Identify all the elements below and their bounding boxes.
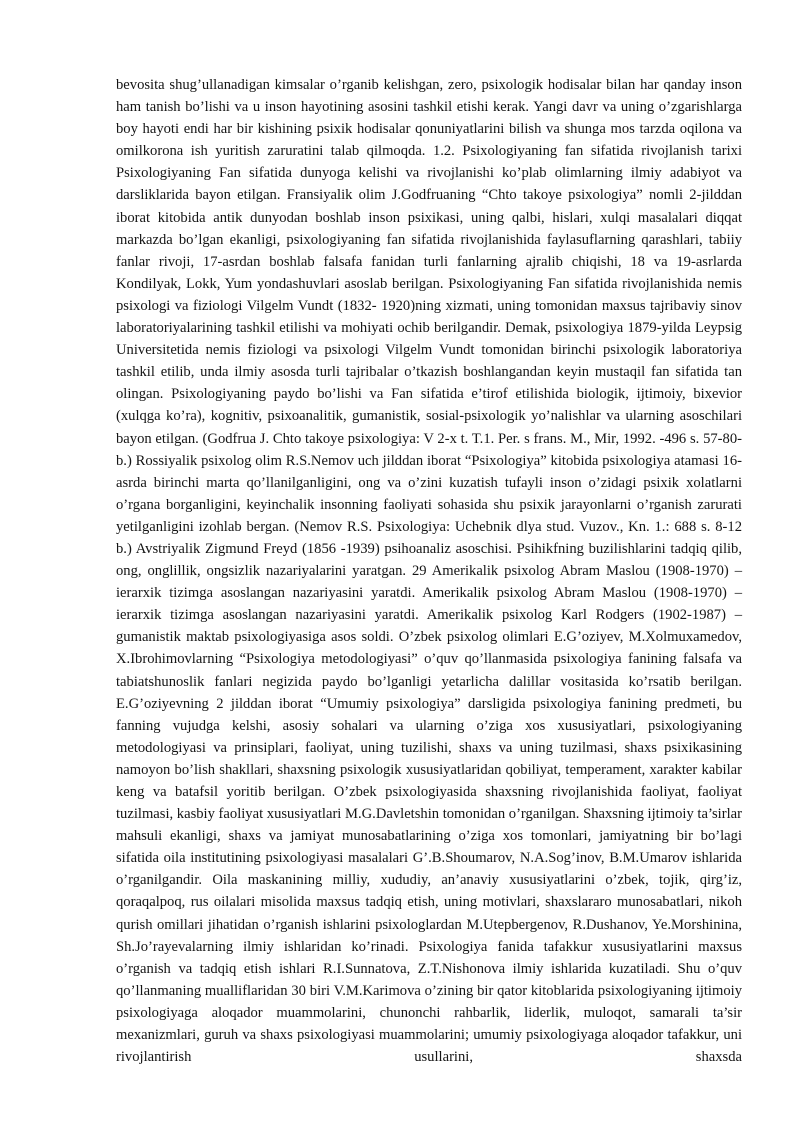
body-paragraph: bevosita shug’ullanadigan kimsalar o’rganib kelishgan, zero, psixologik hodisalar bilan har qanday inson ham tanish bo’lishi va u inson hayotining asosini tashkil etishi kerak. Yangi davr va uning o’zgarishlarga boy hayoti endi har bir kishining psixik hodisalar qonuniyatlarini bilish va shunga mos tarzda oqilona va omilkorona ish yuritish zaruratini talab qilmoqda. 1.2. Psixologiyaning fan sifatida rivojlanish tarixi Psixologiyaning Fan sifatida dunyoga kelishi va rivojlanishi ko’plab olimlarning ilmiy adabiyot va darsliklarida bayon etilgan. Fransiyalik olim J.Godfruaning “Chto takoye psixologiya” nomli 2-jilddan iborat kitobida antik dunyodan boshlab inson psixikasi, uning qalbi, hislari, xulqi masalalari diqqat markazda bo’lgan ekanligi, psixologiyaning fan sifatida rivojlanishida faylasuflarning qarashlari, tabiiy fanlar rivoji, 17-asrdan boshlab falsafa fanidan turli fanlarning ajralib chiqishi, 18 va 19-asrlarda Kondilyak, Lokk, Yum yondashuvlari asoslab berilgan. Psixologiyaning Fan sifatida rivojlanishida nemis psixologi va fiziologi Vilgelm Vundt (1832- 1920)ning xizmati, uning tomonidan maxsus tajribaviy sinov laboratoriyalarining tashkil etilishi va mohiyati ochib berilgandir. Demak, psixologiya 1879-yilda Leypsig Universitetida nemis fiziologi va psixologi Vilgelm Vundt tomonidan birinchi psixologik laboratoriya tashkil etilib, unda ilmiy asosda turli tajribalar o’tkazish boshlangandan keyin mustaqil fan sifatida tan olingan. Psixologiyaning paydo bo’lishi va Fan sifatida e’tirof etilishida biologik, ijtimoiy, bixevior (xulqga ko’ra), kognitiv, psixoanalitik, gumanistik, sosial-psixologik yo’nalishlar va ularning asoschilari bayon etilgan. (Godfrua J. Chto takoye psixologiya: V 2-x t. T.1. Per. s frans. M., Mir, 1992. -496 s. 57-80-b.) Rossiyalik psixolog olim R.S.Nemov uch jilddan iborat “Psixologiya” kitobida psixologiya atamasi 16-asrda birinchi marta qo’llanilganligini, ong va o’zini kuzatish tufayli inson o’zidagi psixik xolatlarni o’rgana borganligini, keyinchalik insonning faoliyati sohasida shu psixik jarayonlarni o’rganish zarurati yetilganligini izohlab bergan. (Nemov R.S. Psixologiya: Uchebnik dlya stud. Vuzov., Kn. 1.: 688 s. 8-12 b.) Avstriyalik Zigmund Freyd (1856 -1939) psihoanaliz asoschisi. Psihikfning buzilishlarini tadqiq qilib, ong, onglillik, ongsizlik nazariyalarini yaratgan. 29 Amerikalik psixolog Abram Maslou (1908-1970) – ierarxik tizimga asoslangan nazariyasini yaratdi. Amerikalik psixolog Abram Maslou (1908-1970) – ierarxik tizimga asoslangan nazariyasini yaratdi. Amerikalik psixolog Karl Rodgers (1902-1987) – gumanistik maktab psixologiyasiga asos soldi. O’zbek psixolog olimlari E.G’oziyev, M.Xolmuxamedov, X.Ibrohimovlarning “Psixologiya metodologiyasi” o’quv qo’llanmasida psixologiya fanining falsafa va tabiatshunoslik fanlari negizida paydo bo’lganligi yetarlicha dalillar vositasida ko’rsatib berilgan. E.G’oziyevning 2 jilddan iborat “Umumiy psixologiya” darsligida psixologiya fanining predmeti, bu fanning vujudga kelshi, asosiy sohalari va ularning o’ziga xos xususiyatlari, psixologiyaning metodologiyasi va prinsiplari, faoliyat, uning tuzilishi, shaxs va uning tuzilmasi, shaxs psixikasining namoyon bo’lish shakllari, shaxsning psixologik xususiyatlaridan qobiliyat, temperament, xarakter kabilar keng va batafsil yoritib berilgan. O’zbek psixologiyasida shaxsning rivojlanishida faoliyat, faoliyat tuzilmasi, kasbiy faoliyat xususiyatlari M.G.Davletshin tomonidan o’rganilgan. Shaxsning ijtimoiy ta’sirlar mahsuli ekanligi, shaxs va jamiyat munosabatlarining o’ziga xos tomonlari, jamiyatning bir bo’lagi sifatida oila institutining psixologiyasi masalalari G’.B.Shoumarov, N.A.Sog’inov, B.M.Umarov ishlarida o’rganilgandir. Oila maskanining milliy, xududiy, an’anaviy xususiyatlarini o’zbek, tojik, qirg’iz, qoraqalpoq, rus oilalari misolida maxsus tadqiq etish, uning motivlari, shaxslararo munosabatlari, nikoh qurish omillari jihatidan o’rganish ishlarini psixologlardan M.Utepbergenov, R.Dushanov, Ye.Morshinina, Sh.Jo’rayevalarning ilmiy ishlaridan ko’rinadi. Psixologiya fanida tafakkur xususiyatlarini maxsus o’rganish va tadqiq etish ishlari R.I.Sunnatova, Z.T.Nishonova ilmiy ishlarida kuzatiladi. Shu o’quv qo’llanmaning mualliflaridan 30 biri V.M.Karimova o’zining bir qator kitoblarida psixologiyaning ijtimoiy psixologiyaga aloqador muammolarini, chunonchi rahbarlik, liderlik, muloqot, samarali ta’sir mexanizmlari, guruh va shaxs psixologiyasi muammolarini; umumiy psixologiyaga aloqador tafakkur, uni rivojlantirish usullarini, shaxsda	[116, 77, 742, 1066]
